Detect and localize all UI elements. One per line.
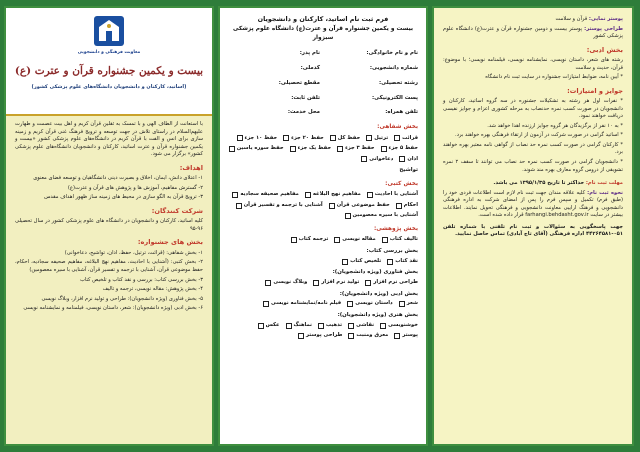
poster-show-label: پوستر نمایی: [588, 16, 623, 22]
part-item: ۳- بخش بررسی کتاب: بررسی و نقد کتاب و تلخیص کتاب [79, 276, 203, 283]
goal-item: ۲- گسترش مفاهیم، آموزش ها و پژوهش های قرآن و عترت(ع) [67, 184, 203, 191]
form-option[interactable] [394, 332, 418, 340]
form-option[interactable] [348, 322, 374, 330]
form-option-label: ترجمه کتاب [298, 236, 329, 243]
checkbox-icon[interactable] [366, 135, 372, 141]
form-option[interactable] [283, 135, 324, 143]
form-option[interactable] [330, 135, 360, 143]
part-item: ۲- بخش کتبی: (آشنایی با احادیث، مفاهیم نهج البلاغه، مفاهیم صحیفه سجادیه، احکام، حفظ موضوعی قرآن، آشنایی با ترجمه و تفسیر قرآن، آشنایی با سیره معصومین) [15, 259, 203, 274]
form-option-label: مفاهیم نهج البلاغه [312, 191, 361, 198]
intro-text: با استعانت از الطاف الهی و با تمسک به ثقلین قرآن کریم و اهل بیت عصمت و طهارت علیهم‌السلام در راستای تلاش در جهت توسعه و ترویج فرهنگ غنی قرآن کریم و زمینه سازی برای انس و الفت با قرآن کریم در دانشگاه‌های علوم پزشکی کشور «بیست و یکمین جشنواره قرآن و عترت اساتید، کارکنان و دانشجویان دانشگاه‌های علوم پزشکی کشور» برگزار می شود. [15, 121, 203, 158]
checkbox-icon[interactable] [286, 323, 292, 329]
checkbox-icon[interactable] [381, 146, 387, 152]
checkbox-icon[interactable] [265, 280, 271, 286]
form-option[interactable] [290, 145, 332, 153]
form-option-label: اذان [407, 155, 418, 162]
tech-section-title: بخش فناوری (ویژه دانشجویان): [332, 269, 418, 276]
checkbox-icon[interactable] [347, 301, 353, 307]
checkbox-icon[interactable] [337, 146, 343, 152]
form-option-label: احکام [403, 201, 418, 208]
checkbox-icon[interactable] [291, 237, 297, 243]
form-fields [228, 50, 418, 117]
form-option[interactable] [237, 135, 278, 143]
form-option-label: پوستر [402, 332, 418, 339]
form-option-label: حفظ ۱۰ جزء [244, 134, 278, 141]
form-field-label[interactable]: محل خدمت: [287, 109, 320, 116]
form-option[interactable] [313, 279, 359, 287]
research-section-title: بخش پژوهشی: [373, 226, 418, 232]
checkbox-icon[interactable] [396, 203, 402, 209]
form-option[interactable] [365, 279, 418, 287]
form-option[interactable] [337, 145, 374, 153]
checkbox-icon[interactable] [263, 301, 269, 307]
parts-section-title: بخش های جشنواره: [137, 238, 203, 247]
poster-design-text: پوستر بیست و دومین جشنواره قرآن و عترت(ع) دانشگاه علوم پزشکی کشور [443, 25, 623, 40]
form-option-label: آشنایی با ترجمه و تفسیر قرآن [243, 201, 323, 208]
form-option-label: حفظ سوره یاسین [236, 145, 284, 152]
registration-text: کلیه علاقه مندان جهت ثبت نام لازم است اطلاعات فردی خود را (طبق فرم) تکمیل و سپس فرم را پس از امضای شرکت به اداره فرهنگی دانشجویی و فرهنگ اراییی معاونت دانشجویی و فرهنگی تحویل نمایند. اطلاعات بیشتر در سایت farhangi.behdasht.gov.ir قرار داده شده است. [443, 189, 623, 219]
checkbox-icon[interactable] [313, 280, 319, 286]
form-option-label: حفظ ۵ جزء [388, 145, 418, 152]
oral-options [228, 135, 418, 164]
poster-show-line [443, 16, 623, 24]
form-option[interactable] [381, 145, 418, 153]
literary-note: * آیین نامه، ضوابط امتیازات جشنواره در سایت ثبت نام دانشگاه [485, 74, 623, 81]
art-options [228, 322, 418, 340]
form-option[interactable] [305, 191, 361, 199]
checkbox-icon[interactable] [348, 333, 354, 339]
award-item: * دانشجویان گرامی در صورت کسب نمره حد نصاب می توانند تا سقف ۲ نمره تشویقی از دروس گروه معارف بهره مند شوند. [443, 159, 623, 173]
form-option[interactable] [286, 322, 312, 330]
poster-design-label: طراحی پوستر: [584, 25, 624, 32]
form-option[interactable] [396, 202, 418, 210]
form-option-label: فیلم نامه/نمایشنامه نویسی [271, 300, 342, 307]
form-option[interactable] [367, 191, 418, 199]
form-option-label: حفظ ۲۰ جزء [291, 134, 324, 141]
checkbox-icon[interactable] [236, 203, 242, 209]
awards-section-title: جوایز و امتیازات: [567, 86, 623, 95]
award-item: * اساتید گرامی در صورت شرکت در آزمون از ارتقاء فرهنگی بهره خواهند برد. [455, 132, 623, 139]
university-logo-icon [92, 14, 126, 48]
checkbox-icon[interactable] [367, 192, 373, 198]
checkbox-icon[interactable] [382, 237, 388, 243]
checkbox-icon[interactable] [229, 146, 235, 152]
checkbox-icon[interactable] [387, 259, 393, 265]
form-option[interactable] [361, 156, 393, 164]
form-option-label: ترتیل [374, 134, 389, 141]
checkbox-icon[interactable] [342, 259, 348, 265]
form-option[interactable] [236, 202, 323, 210]
checkbox-icon[interactable] [394, 135, 400, 141]
goals-section-title: اهداف: [179, 163, 203, 172]
form-option-label: آشنایی با احادیث [374, 191, 418, 198]
form-option-label: معرق ومنبت [356, 332, 389, 339]
info-panel-right [432, 6, 634, 446]
form-option-label: تذهیب [325, 321, 343, 328]
form-option-label: مفاهیم صحیفه سجادیه [240, 191, 299, 198]
tech-options [228, 279, 418, 287]
literary2-options [228, 300, 418, 308]
form-option-label: تلخیص کتاب [350, 257, 382, 264]
form-option[interactable] [291, 236, 329, 244]
form-field-label[interactable]: پست الکترونیکی: [372, 94, 418, 101]
checkbox-icon[interactable] [348, 323, 354, 329]
checkbox-icon[interactable] [365, 280, 371, 286]
participants-text: کلیه اساتید، کارکنان و دانشجویان در دانشگاه های علوم پزشکی کشور در سال تحصیلی ۹۶-۹۵ [15, 218, 203, 232]
form-option[interactable] [232, 191, 299, 199]
form-option[interactable] [394, 135, 418, 143]
form-field-label[interactable]: کدملی: [300, 64, 320, 71]
festival-subtitle: (اساتید، کارکنان و دانشجویان دانشگاه‌های علوم پزشکی کشور) [31, 84, 187, 90]
form-option-label: خوشنویسی [388, 321, 418, 328]
checkbox-icon[interactable] [399, 301, 405, 307]
form-option-label: عکس [265, 321, 280, 328]
checkbox-icon[interactable] [237, 135, 243, 141]
info-panel-left [4, 6, 214, 446]
form-option-label: حفظ یک جزء [297, 145, 332, 152]
art-section-title: بخش هنری (ویژه دانشجویان): [337, 312, 418, 318]
checkbox-icon[interactable] [290, 146, 296, 152]
form-option-label: نماهنگ [293, 321, 312, 328]
form-option-label: آشنایی با سیره معصومین [352, 212, 418, 219]
form-option-label: نقد کتاب [395, 257, 418, 264]
registration-label: نحوه ثبت نام: [587, 189, 623, 196]
form-option-label: قرائت [402, 134, 418, 141]
form-field-label[interactable]: تلفن ثابت: [291, 94, 320, 101]
form-option[interactable] [348, 332, 388, 340]
checkbox-icon[interactable] [329, 203, 335, 209]
form-option[interactable] [298, 332, 342, 340]
checkbox-icon[interactable] [232, 192, 238, 198]
oral-section-title: بخش شفاهی: [377, 124, 418, 131]
participants-section-title: شرکت کنندگان: [151, 206, 203, 215]
form-option[interactable] [342, 258, 381, 266]
form-option[interactable] [387, 258, 418, 266]
form-option-label: تالیف کتاب [389, 236, 418, 243]
books-section-title: بخش بررسی کتاب: [366, 247, 418, 254]
form-option[interactable] [382, 236, 418, 244]
form-option[interactable] [258, 322, 280, 330]
form-option[interactable] [318, 322, 342, 330]
form-field-label[interactable]: رشته تحصیلی: [379, 79, 418, 86]
literary2-section-title: بخش ادبی (ویژه دانشجویان): [339, 290, 418, 297]
form-option-label: طراحی پوستر [306, 332, 343, 339]
checkbox-icon[interactable] [380, 323, 386, 329]
checkbox-icon[interactable] [318, 323, 324, 329]
form-field-label[interactable]: شماره دانشجویی: [369, 64, 418, 71]
form-option[interactable] [265, 279, 307, 287]
form-field-label[interactable]: مقطع تحصیلی: [278, 79, 320, 86]
form-field-label[interactable]: نام پدر: [299, 50, 320, 57]
checkbox-icon[interactable] [361, 156, 367, 162]
contact-text: جهت پاسخگویی به سئوالات و ثبت نام تلفنی با شماره تلفن ۰۵۱-۴۴۲۶۴۵۸۱ اداره فرهنگی (آقای تاج آبادی) تماس حاصل نمایید. [443, 223, 623, 238]
form-option[interactable] [345, 212, 418, 220]
checkbox-icon[interactable] [330, 135, 336, 141]
poster-show-text: قرآن و سلامت [555, 16, 588, 22]
goal-item: ۳- ترویج قرآن به الگو سازی در محیط های زمینه ساز ظهور اهداف مقدس [44, 194, 203, 201]
written-options [228, 191, 418, 220]
form-option-label: دعاخوانی [369, 155, 394, 162]
poster-header [6, 8, 212, 116]
logo-caption: معاونت فرهنگی و دانشجویی [77, 50, 141, 55]
form-option[interactable] [347, 300, 393, 308]
form-option[interactable] [334, 236, 375, 244]
literary-text: رشته های شعر، داستان نویسی، نمایشنامه نویسی، فیلمنامه نویسی؛ با موضوع: قرآن، حدیث و سلامت [443, 57, 623, 71]
poster-design-line [443, 26, 623, 41]
form-subtitle: بیست و یکمین جشنواره قرآن و عترت(ع) دانشگاه علوم پزشکی سبزوار [232, 26, 414, 41]
form-option-label: تولید نرم افزار [321, 279, 360, 286]
form-title: فرم ثبت نام اساتید، کارکنان و دانشجویان [257, 15, 389, 23]
form-option[interactable] [399, 156, 418, 164]
registration-form [218, 6, 428, 446]
award-item: * به ۱۰ نفر از برگزیدگان هر گروه جوایز ارزنده اهدا خواهد شد. [487, 122, 623, 129]
deadline-line [443, 180, 623, 188]
checkbox-icon[interactable] [298, 333, 304, 339]
deadline-text: حداکثر تا تاریخ ۱۳۹۵/۱/۳۵ می باشد. [493, 180, 585, 187]
form-field-label[interactable]: نام و نام خانوادگی: [366, 50, 418, 57]
festival-title: بیست و یکمین جشنواره قرآن و عترت (ع) [14, 65, 204, 77]
checkbox-icon[interactable] [334, 237, 340, 243]
part-item: ۵- بخش فناوری (ویژه دانشجویان): طراحی و تولید نرم افزار، وبلاگ نویسی [41, 295, 203, 302]
form-option[interactable] [399, 300, 418, 308]
form-field-label[interactable]: تلفن همراه: [385, 109, 418, 116]
registration-line [443, 190, 623, 220]
part-item: ۶- بخش ادبی (ویژه دانشجویان): شعر، داستان نویسی، فیلمنامه و نمایشنامه نویسی [23, 305, 203, 312]
checkbox-icon[interactable] [394, 333, 400, 339]
checkbox-icon[interactable] [345, 213, 351, 219]
checkbox-icon[interactable] [283, 135, 289, 141]
form-option[interactable] [380, 322, 418, 330]
checkbox-icon[interactable] [305, 192, 311, 198]
form-option-label: داستان نویسی [355, 300, 393, 307]
form-option[interactable] [329, 202, 390, 210]
literary-section-title: بخش ادبی: [586, 45, 623, 54]
form-option-label: شعر [406, 300, 418, 307]
award-item: * کارکنان گرامی در صورت کسب نمره حد نصاب از گواهی نامه معتبر بهره خواهند برد. [443, 141, 623, 156]
form-option[interactable] [263, 300, 341, 308]
checkbox-icon[interactable] [258, 323, 264, 329]
form-option-label: وبلاگ نویسی [273, 279, 308, 286]
form-option-label: طراحی نرم افزار [373, 279, 418, 286]
form-option-label: نقاشی [356, 321, 375, 328]
poster-body [6, 116, 212, 320]
form-option-label: مقاله نویسی [342, 236, 376, 243]
form-option-label: حفظ ۳ جزء [345, 145, 375, 152]
form-option-label: حفظ موضوعی قرآن [336, 201, 390, 208]
goal-item: ۱- اعتلای دانش، ایمان، اخلاق و بصیرت دینی دانشگاهیان و توسعه فضای معنوی [33, 175, 203, 182]
books-options [228, 258, 418, 266]
form-option-label: حفظ کل [337, 134, 361, 141]
research-options [228, 236, 418, 244]
checkbox-icon[interactable] [399, 156, 405, 162]
part-item: ۱- بخش شفاهی: (قرائت، ترتیل، حفظ، اذان، تواشیح، دعاخوانی) [64, 249, 203, 256]
part-item: ۴- بخش پژوهش: مقاله نویسی، ترجمه و تالیف [102, 286, 203, 293]
form-option[interactable] [366, 135, 388, 143]
tawashih-label: تواشیح [399, 167, 418, 174]
award-item: * نفرات اول هر رشته به تشکیلات جشنوره در سه گروه اساتید، کارکنان و دانشجویان در صورت کسب نمره حدنصاب به مرحله کشوری اعزام و جوایز نفیسی دریافت خواهند نمود. [443, 98, 623, 120]
form-option[interactable] [229, 145, 284, 153]
deadline-label: مهلت ثبت نام: [585, 180, 623, 187]
written-section-title: بخش کتبی: [385, 181, 418, 188]
